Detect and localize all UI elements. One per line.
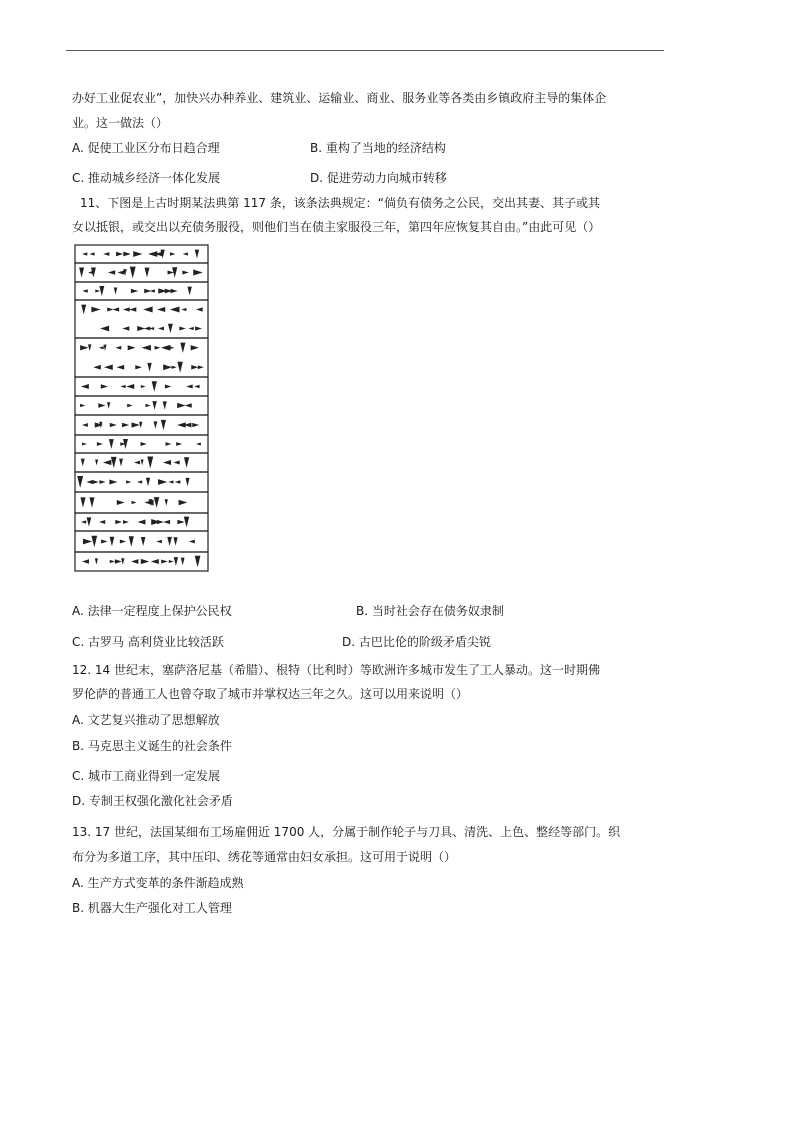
cuneiform-wedge bbox=[194, 385, 199, 388]
q10-option-d[interactable]: D. 促进劳动力向城市转移 bbox=[310, 171, 447, 185]
cuneiform-wedge bbox=[101, 384, 108, 388]
q13-text-line2: 布分为多道工序，其中压印、绣花等通常由妇女承担。这可用于说明（） bbox=[72, 850, 457, 864]
cuneiform-wedge bbox=[145, 404, 150, 407]
cuneiform-wedge bbox=[115, 346, 121, 350]
cuneiform-wedge bbox=[115, 520, 122, 524]
cuneiform-wedge bbox=[117, 500, 125, 505]
cuneiform-wedge bbox=[184, 517, 189, 528]
cuneiform-wedge bbox=[169, 560, 174, 563]
cuneiform-wedge bbox=[110, 560, 115, 563]
q11-option-a[interactable]: A. 法律一定程度上保护公民权 bbox=[72, 604, 232, 618]
cuneiform-tablet-image bbox=[74, 243, 209, 591]
q11-option-c[interactable]: C. 古罗马 高利贷业比较活跃 bbox=[72, 635, 224, 649]
cuneiform-wedge bbox=[185, 478, 189, 486]
cuneiform-wedge bbox=[99, 480, 105, 484]
cuneiform-wedge bbox=[83, 539, 92, 545]
q10-option-a[interactable]: A. 促使工业区分布日趋合理 bbox=[72, 141, 220, 155]
cuneiform-wedge bbox=[177, 403, 186, 408]
cuneiform-wedge bbox=[154, 421, 158, 428]
cuneiform-wedge bbox=[181, 308, 186, 311]
cuneiform-wedge bbox=[101, 539, 107, 543]
q13-option-a[interactable]: A. 生产方式变革的条件渐趋成熟 bbox=[72, 876, 244, 890]
cuneiform-wedge bbox=[89, 252, 94, 255]
cuneiform-wedge bbox=[146, 478, 150, 486]
cuneiform-wedge bbox=[109, 479, 117, 484]
cuneiform-wedge bbox=[170, 252, 176, 255]
cuneiform-wedge bbox=[167, 537, 172, 546]
cuneiform-wedge bbox=[122, 423, 129, 427]
cuneiform-wedge bbox=[119, 459, 123, 467]
cuneiform-wedge bbox=[81, 305, 86, 315]
cuneiform-wedge bbox=[122, 326, 129, 330]
cuneiform-wedge bbox=[151, 559, 159, 564]
cuneiform-wedge bbox=[87, 517, 92, 526]
cuneiform-wedge bbox=[141, 559, 149, 564]
cuneiform-wedge bbox=[82, 559, 89, 563]
cuneiform-wedge bbox=[195, 326, 202, 330]
cuneiform-wedge bbox=[198, 365, 204, 369]
q10-text-line2: 业。这一做法（） bbox=[72, 116, 169, 130]
cuneiform-wedge bbox=[182, 270, 189, 274]
cuneiform-wedge bbox=[130, 267, 136, 279]
cuneiform-wedge bbox=[99, 346, 104, 349]
cuneiform-wedge bbox=[120, 540, 126, 544]
cuneiform-wedge bbox=[161, 420, 166, 430]
cuneiform-wedge bbox=[165, 499, 168, 506]
cuneiform-wedge bbox=[179, 500, 188, 505]
cuneiform-wedge bbox=[163, 460, 171, 465]
cuneiform-wedge bbox=[196, 307, 203, 311]
cuneiform-wedge bbox=[163, 364, 172, 370]
cuneiform-wedge bbox=[184, 457, 189, 467]
cuneiform-wedge bbox=[97, 442, 103, 446]
cuneiform-wedge bbox=[163, 520, 170, 524]
cuneiform-wedge bbox=[152, 401, 156, 410]
cuneiform-wedge bbox=[82, 252, 87, 255]
cuneiform-wedge bbox=[191, 365, 198, 369]
cuneiform-wedge bbox=[123, 252, 130, 257]
q12-option-c[interactable]: C. 城市工商业得到一定发展 bbox=[72, 769, 221, 783]
cuneiform-wedge bbox=[142, 345, 151, 351]
cuneiform-wedge bbox=[77, 476, 83, 488]
cuneiform-wedge bbox=[191, 345, 199, 350]
cuneiform-wedge bbox=[115, 559, 122, 563]
cuneiform-wedge bbox=[179, 326, 185, 330]
cuneiform-wedge bbox=[195, 556, 201, 567]
cuneiform-wedge bbox=[177, 362, 182, 373]
cuneiform-wedge bbox=[103, 345, 106, 351]
cuneiform-wedge bbox=[186, 384, 193, 388]
q12-option-b[interactable]: B. 马克思主义诞生的社会条件 bbox=[72, 739, 232, 753]
cuneiform-wedge bbox=[141, 385, 146, 388]
cuneiform-wedge bbox=[158, 327, 164, 331]
cuneiform-wedge bbox=[161, 559, 168, 563]
q10-option-b[interactable]: B. 重构了当地的经济结构 bbox=[310, 141, 446, 155]
cuneiform-wedge bbox=[123, 520, 129, 524]
q10-text-line1: 办好工业促农业”，加快兴办种养业、建筑业、运输业、商业、服务业等各类由乡镇政府主导的集体企 bbox=[72, 91, 607, 105]
cuneiform-wedge bbox=[110, 423, 117, 427]
cuneiform-wedge bbox=[176, 442, 182, 446]
tablet-row-frame bbox=[75, 300, 208, 338]
cuneiform-wedge bbox=[81, 459, 85, 467]
cuneiform-wedge bbox=[79, 268, 84, 278]
cuneiform-wedge bbox=[116, 365, 124, 370]
cuneiform-wedge bbox=[99, 520, 105, 524]
cuneiform-wedge bbox=[98, 403, 105, 407]
cuneiform-wedge bbox=[128, 345, 136, 350]
cuneiform-wedge bbox=[133, 251, 142, 257]
cuneiform-wedge bbox=[114, 287, 118, 294]
cuneiform-wedge bbox=[129, 307, 136, 311]
cuneiform-wedge bbox=[132, 501, 137, 504]
cuneiform-wedge bbox=[174, 557, 178, 566]
cuneiform-wedge bbox=[175, 480, 181, 484]
cuneiform-wedge bbox=[103, 252, 109, 256]
cuneiform-wedge bbox=[126, 384, 134, 389]
cuneiform-wedge bbox=[187, 287, 191, 296]
cuneiform-wedge bbox=[158, 479, 167, 485]
cuneiform-wedge bbox=[129, 536, 134, 546]
cuneiform-wedge bbox=[195, 250, 199, 259]
cuneiform-wedge bbox=[91, 536, 97, 548]
cuneiform-wedge bbox=[91, 307, 100, 313]
cuneiform-wedge bbox=[163, 401, 167, 409]
cuneiform-wedge bbox=[127, 404, 133, 407]
cuneiform-wedge bbox=[192, 423, 199, 427]
cuneiform-wedge bbox=[193, 270, 203, 276]
cuneiform-wedge bbox=[89, 497, 94, 507]
q12-option-a[interactable]: A. 文艺复兴推动了思想解放 bbox=[72, 713, 220, 727]
cuneiform-wedge bbox=[95, 558, 98, 564]
cuneiform-wedge bbox=[110, 537, 115, 546]
cuneiform-wedge bbox=[145, 268, 150, 278]
q12-option-d[interactable]: D. 专制王权强化激化社会矛盾 bbox=[72, 794, 233, 808]
tablet-row-frame bbox=[75, 492, 208, 513]
cuneiform-wedge bbox=[109, 439, 114, 449]
q13-text-line1: 13. 17 世纪，法国某细布工场雇佣近 1700 人，分属于制作轮子与刀具、清洗、上色、整经等部门。织 bbox=[72, 825, 621, 839]
cuneiform-wedge bbox=[147, 363, 151, 372]
cuneiform-wedge bbox=[181, 558, 185, 566]
cuneiform-wedge bbox=[93, 480, 99, 484]
cuneiform-wedge bbox=[180, 343, 185, 353]
cuneiform-wedge bbox=[137, 520, 145, 525]
q11-option-b[interactable]: B. 当时社会存在债务奴隶制 bbox=[356, 604, 504, 618]
cuneiform-wedge bbox=[147, 457, 153, 469]
cuneiform-wedge bbox=[172, 366, 177, 369]
cuneiform-wedge bbox=[120, 385, 125, 388]
tablet-row-frame bbox=[75, 338, 208, 377]
cuneiform-wedge bbox=[171, 289, 178, 293]
cuneiform-wedge bbox=[111, 457, 117, 468]
cuneiform-wedge bbox=[131, 289, 138, 294]
cuneiform-wedge bbox=[95, 459, 98, 465]
cuneiform-wedge bbox=[150, 289, 155, 292]
cuneiform-wedge bbox=[185, 403, 192, 407]
cuneiform-wedge bbox=[189, 540, 195, 544]
cuneiform-wedge bbox=[135, 365, 142, 369]
cuneiform-wedge bbox=[117, 270, 124, 274]
cuneiform-wedge bbox=[100, 326, 109, 332]
cuneiform-wedge bbox=[168, 480, 173, 483]
cuneiform-wedge bbox=[177, 520, 184, 525]
cuneiform-wedge bbox=[154, 497, 159, 508]
cuneiform-wedge bbox=[113, 307, 120, 311]
q11-text-line1: 11、下图是上古时期某法典第 117 条，该条法典规定：“倘负有债务之公民，交出其妻、其子或其 bbox=[80, 196, 601, 210]
q12-text-line1: 12. 14 世纪末，塞萨洛尼基（希腊）、根特（比利时）等欧洲许多城市发生了工人暴动。这一时期佛 bbox=[72, 663, 600, 677]
cuneiform-wedge bbox=[141, 537, 146, 546]
cuneiform-wedge bbox=[82, 423, 88, 427]
cuneiform-wedge bbox=[93, 365, 100, 370]
cuneiform-wedge bbox=[144, 500, 153, 506]
cuneiform-wedge bbox=[134, 461, 140, 465]
cuneiform-wedge bbox=[157, 520, 164, 524]
cuneiform-wedge bbox=[183, 252, 188, 255]
q12-text-line2: 罗伦萨的普通工人也曾夺取了城市并掌权达三年之久。这可以用来说明（） bbox=[72, 687, 469, 701]
cuneiform-wedge bbox=[165, 385, 171, 389]
cuneiform-wedge bbox=[126, 480, 131, 483]
cuneiform-wedge bbox=[168, 324, 173, 334]
cuneiform-wedge bbox=[189, 327, 194, 330]
cuneiform-wedge bbox=[116, 252, 123, 256]
cuneiform-wedge bbox=[131, 559, 138, 564]
cuneiform-wedge bbox=[173, 461, 179, 465]
cuneiform-wedge bbox=[173, 537, 177, 545]
cuneiform-wedge bbox=[104, 365, 113, 370]
cuneiform-wedge bbox=[80, 345, 88, 350]
cuneiform-wedge bbox=[196, 442, 201, 445]
cuneiform-wedge bbox=[156, 540, 162, 544]
tablet-row-frame bbox=[75, 282, 208, 300]
header-rule bbox=[66, 50, 664, 51]
cuneiform-wedge bbox=[166, 442, 172, 446]
cuneiform-wedge bbox=[137, 480, 142, 483]
cuneiform-wedge bbox=[81, 520, 86, 523]
cuneiform-wedge bbox=[80, 497, 85, 507]
cuneiform-wedge bbox=[82, 289, 87, 292]
cuneiform-wedge bbox=[169, 346, 175, 349]
cuneiform-wedge bbox=[95, 289, 100, 292]
cuneiform-wedge bbox=[155, 346, 161, 350]
cuneiform-wedge bbox=[80, 404, 85, 407]
cuneiform-wedge bbox=[103, 460, 111, 465]
cuneiform-wedge bbox=[141, 459, 144, 465]
q13-option-b[interactable]: B. 机器大生产强化对工人管理 bbox=[72, 901, 232, 915]
cuneiform-wedge bbox=[157, 307, 165, 312]
cuneiform-wedge bbox=[82, 442, 87, 445]
cuneiform-wedge bbox=[143, 307, 152, 313]
cuneiform-wedge bbox=[170, 307, 180, 313]
cuneiform-wedge bbox=[141, 442, 147, 446]
cuneiform-wedge bbox=[108, 270, 115, 274]
q10-option-c[interactable]: C. 推动城乡经济一体化发展 bbox=[72, 171, 221, 185]
cuneiform-wedge bbox=[81, 384, 89, 389]
cuneiform-wedge bbox=[123, 307, 130, 311]
q11-option-d[interactable]: D. 古巴比伦的阶级矛盾尖锐 bbox=[342, 635, 491, 649]
cuneiform-wedge bbox=[152, 381, 157, 392]
q11-text-line2: 女以抵银，或交出以充债务服役，则他们当在债主家服役三年，第四年应恢复其自由。”由此可见（） bbox=[72, 220, 601, 234]
cuneiform-wedge bbox=[131, 422, 140, 427]
cuneiform-wedge bbox=[88, 344, 91, 351]
cuneiform-wedge bbox=[107, 402, 110, 409]
cuneiform-wedge bbox=[86, 480, 93, 484]
